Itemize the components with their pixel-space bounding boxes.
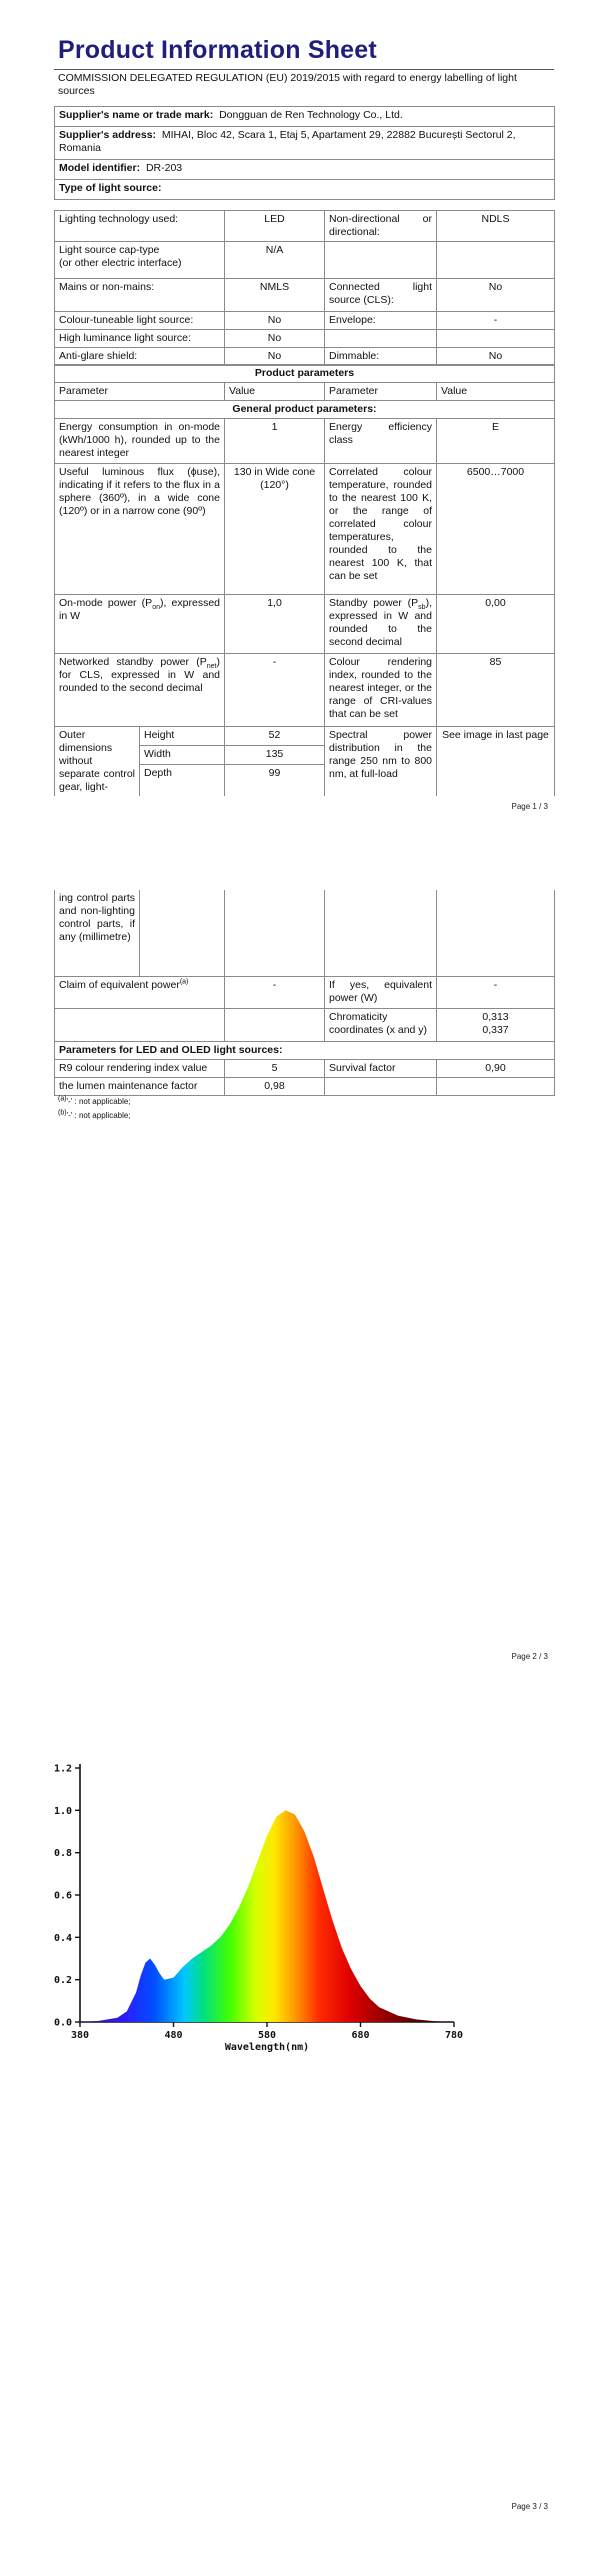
energy-class-value: E <box>437 419 555 464</box>
dimension-empty-cell <box>140 890 225 977</box>
dimension-height-value: 52 <box>225 727 325 746</box>
equivalent-power-claim-label: Claim of equivalent power$^{(a)}$ <box>55 977 225 1009</box>
type-value-2: No <box>437 279 555 312</box>
cct-value: 6500…7000 <box>437 464 555 595</box>
type-value-2: No <box>437 348 555 366</box>
page-number: Page 2 / 3 <box>511 1652 548 1661</box>
type-label-2: Connected light source (CLS): <box>325 279 437 312</box>
standby-power-label: Standby power $(P_{sb})$, expressed in W and rounded to the second decimal <box>325 595 437 654</box>
header-value: Value <box>225 383 325 401</box>
on-mode-power-value: 1,0 <box>225 595 325 654</box>
footnote-b: $^{(b)}$'-' : not applicable; <box>58 1109 131 1120</box>
type-row <box>55 242 555 279</box>
x-tick-label: 380 <box>70 2030 90 2041</box>
dimension-depth-value: 99 <box>225 764 325 796</box>
standby-power-value: 0,00 <box>437 595 555 654</box>
page-title: Product Information Sheet <box>58 36 377 64</box>
y-tick-label: 1.0 <box>53 1805 72 1817</box>
energy-class-label: Energy efficiency class <box>325 419 437 464</box>
r9-value: 5 <box>225 1060 325 1078</box>
dimension-width-label: Width <box>140 745 225 764</box>
page-number: Page 3 / 3 <box>511 2502 548 2511</box>
type-value: N/A <box>225 242 325 279</box>
dimension-empty-cell <box>225 890 325 977</box>
equivalent-power-label: If yes, equivalent power (W) <box>325 977 437 1009</box>
chromaticity-x: 0,313 <box>482 1011 509 1023</box>
type-label-2: Non-directional or directional: <box>325 211 437 242</box>
cct-label: Correlated colour temperature, rounded to the nearest 100 K, or the range of correlated colour temperatures, rounded to the nearest 100 K, that can be set <box>325 464 437 595</box>
spectral-label: Spectral power distribution in the range 250 nm to 800 nm, at full-load <box>325 727 437 797</box>
dimension-height-label: Height <box>140 727 225 746</box>
type-label-2 <box>325 330 437 348</box>
chromaticity-y: 0,337 <box>482 1024 509 1036</box>
header-parameter-2: Parameter <box>325 383 437 401</box>
x-tick-label: 480 <box>164 2030 183 2041</box>
regulation-text: COMMISSION DELEGATED REGULATION (EU) 2019/2015 with regard to energy labelling of light sources <box>58 72 517 97</box>
model-value: DR-203 <box>145 162 183 174</box>
cri-label: Colour rendering index, rounded to the nearest integer, or the range of CRI-values that can be set <box>325 654 437 727</box>
x-tick-label: 680 <box>351 2030 370 2041</box>
type-label: Lighting technology used: <box>55 211 225 242</box>
dimension-depth-label: Depth <box>140 764 225 796</box>
spectral-power-chart <box>0 1710 603 2110</box>
y-tick-label: 0.6 <box>53 1890 72 1902</box>
footnote-a: $^{(a)}$'-' : not applicable; <box>58 1095 131 1106</box>
type-table <box>54 210 555 366</box>
supplier-address-label: Supplier's address: <box>59 129 157 141</box>
chromaticity-value <box>437 1009 555 1042</box>
type-label: Anti-glare shield: <box>55 348 225 366</box>
equivalent-power-value: - <box>437 977 555 1009</box>
led-params-title: Parameters for LED and OLED light sources: <box>55 1042 555 1060</box>
header-value-2: Value <box>437 383 555 401</box>
r9-label: R9 colour rendering index value <box>55 1060 225 1078</box>
luminous-flux-label: Useful luminous flux (ϕuse), indicating if it refers to the flux in a sphere (360º), in a wide cone (120º) or in a narrow cone (90º) <box>55 464 225 595</box>
model-label: Model identifier: <box>59 162 141 174</box>
type-value: No <box>225 312 325 330</box>
type-value-2 <box>437 242 555 279</box>
equivalent-power-claim-value: - <box>225 977 325 1009</box>
supplier-name-label: Supplier's name or trade mark: <box>59 109 214 121</box>
y-tick-label: 0.0 <box>53 2017 72 2029</box>
spectral-value: See image in last page <box>437 727 555 797</box>
type-label <box>55 242 225 279</box>
x-tick-label: 780 <box>444 2030 464 2041</box>
networked-standby-value: - <box>225 654 325 727</box>
y-tick-label: 0.8 <box>53 1848 72 1860</box>
empty-cell <box>437 1078 555 1096</box>
spectral-empty-cell <box>437 890 555 977</box>
networked-standby-label: Networked standby power $(P_{net})$ for CLS, expressed in W and rounded to the second decimal <box>55 654 225 727</box>
type-label-2 <box>325 242 437 279</box>
supplier-table <box>54 106 555 200</box>
type-label: High luminance light source: <box>55 330 225 348</box>
type-label-2: Dimmable: <box>325 348 437 366</box>
cap-type-sublabel: (or other electric interface) <box>59 257 182 269</box>
lumen-maintenance-value: 0,98 <box>225 1078 325 1096</box>
cri-value: 85 <box>437 654 555 727</box>
dimension-width-value: 135 <box>225 745 325 764</box>
supplier-address-value: MIHAI, Bloc 42, Scara 1, Etaj 5, Apartament 29, 22882 București Sectorul 2, Romania <box>59 129 516 154</box>
page-3 <box>0 1710 603 2560</box>
product-params-continued-table <box>54 890 555 1096</box>
type-value-2: - <box>437 312 555 330</box>
supplier-name-value: Dongguan de Ren Technology Co., Ltd. <box>219 109 403 121</box>
product-params-table <box>54 364 555 796</box>
empty-cell <box>55 1009 225 1042</box>
spectral-empty-cell <box>325 890 437 977</box>
type-row <box>55 279 555 312</box>
general-params-title: General product parameters: <box>55 401 555 419</box>
empty-cell <box>225 1009 325 1042</box>
energy-consumption-label: Energy consumption in on-mode (kWh/1000 h), rounded up to the nearest integer <box>55 419 225 464</box>
type-value: LED <box>225 211 325 242</box>
type-value: No <box>225 330 325 348</box>
empty-cell <box>325 1078 437 1096</box>
lumen-maintenance-label: the lumen maintenance factor <box>55 1078 225 1096</box>
type-row <box>55 211 555 242</box>
type-label-2: Envelope: <box>325 312 437 330</box>
energy-consumption-value: 1 <box>225 419 325 464</box>
x-axis-label: Wavelength(nm) <box>224 2042 310 2053</box>
cap-type-label: Light source cap-type <box>59 244 160 256</box>
page-number: Page 1 / 3 <box>511 802 548 811</box>
type-value: NMLS <box>225 279 325 312</box>
survival-factor-value: 0,90 <box>437 1060 555 1078</box>
dimensions-label: Outer dimensions without separate control gear, light- <box>55 727 140 797</box>
dimensions-label-continued: ing control parts and non-lighting control parts, if any (millimetre) <box>55 890 140 977</box>
y-tick-label: 0.4 <box>53 1932 72 1944</box>
spectrum-area <box>80 1810 454 2022</box>
chromaticity-label: Chromaticity coordinates (x and y) <box>325 1009 437 1042</box>
type-value: No <box>225 348 325 366</box>
type-label: Colour-tuneable light source: <box>55 312 225 330</box>
page-2 <box>0 860 603 1710</box>
type-value-2 <box>437 330 555 348</box>
x-tick-label: 580 <box>257 2030 277 2041</box>
type-row <box>55 312 555 330</box>
type-label: Mains or non-mains: <box>55 279 225 312</box>
header-parameter: Parameter <box>55 383 225 401</box>
page-1 <box>0 0 603 860</box>
type-section-title: Type of light source: <box>55 180 555 200</box>
product-params-title: Product parameters <box>55 365 555 383</box>
type-value-2: NDLS <box>437 211 555 242</box>
luminous-flux-value: 130 in Wide cone (120°) <box>225 464 325 595</box>
type-row <box>55 348 555 366</box>
survival-factor-label: Survival factor <box>325 1060 437 1078</box>
y-tick-label: 1.2 <box>53 1763 72 1775</box>
y-tick-label: 0.2 <box>53 1975 72 1987</box>
type-row <box>55 330 555 348</box>
on-mode-power-label: On-mode power $(P_{on})$, expressed in W <box>55 595 225 654</box>
title-divider <box>54 69 554 70</box>
